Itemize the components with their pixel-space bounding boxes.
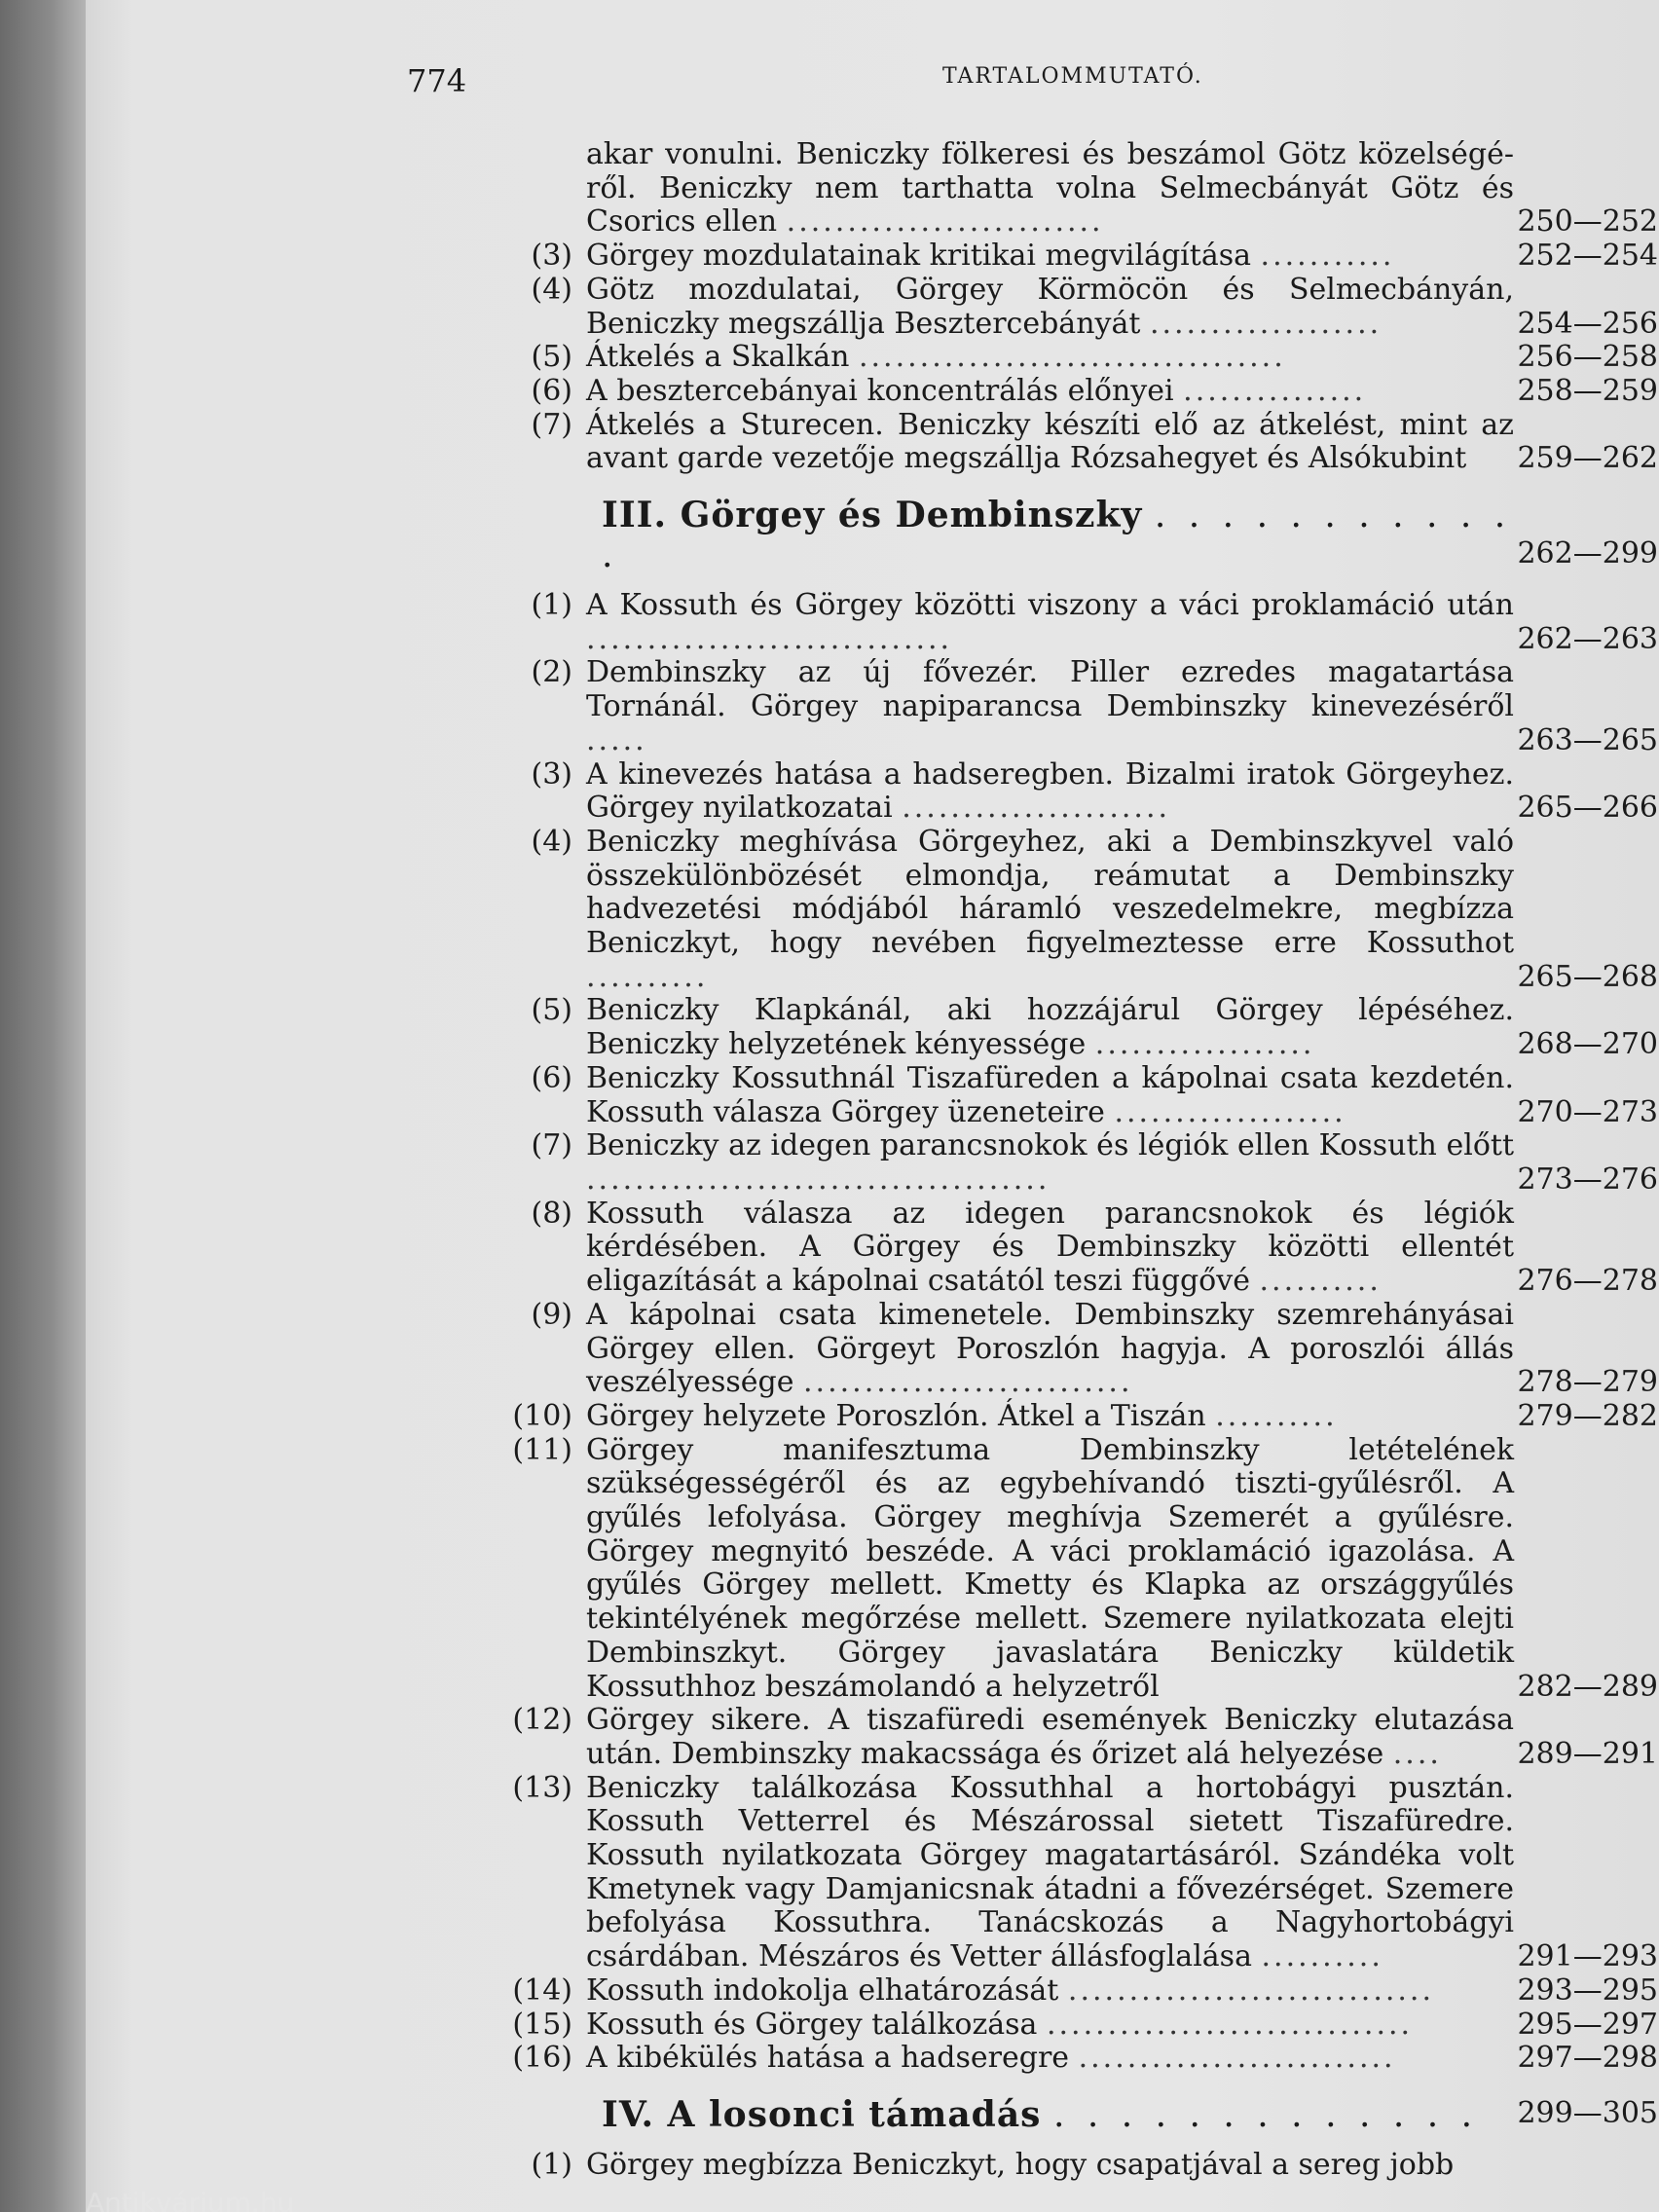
toc-entry-text: A besztercebányai koncentrálás előnyei ............... — [586, 373, 1367, 408]
toc-entry-pages: 258—259 — [1517, 373, 1658, 408]
toc-entry — [495, 994, 1658, 1061]
toc-entry-number: (3) — [531, 756, 572, 792]
toc-entry-pages: 295—297 — [1517, 2007, 1658, 2042]
toc-entry — [495, 2149, 1658, 2183]
toc-entry-number: (1) — [531, 588, 572, 623]
toc-entry-number: (6) — [531, 1060, 572, 1095]
toc-entry-number: (7) — [531, 407, 572, 442]
toc-entry-number: (11) — [512, 1432, 572, 1467]
toc-entry-pages: 278—279 — [1517, 1365, 1658, 1400]
toc-entry — [495, 826, 1658, 995]
toc-entry-number: (14) — [512, 1972, 572, 2008]
section-pages: 299—305 — [1517, 2095, 1658, 2130]
toc-entry-pages: 289—291 — [1517, 1736, 1658, 1771]
toc-entry-pages: 270—273 — [1517, 1094, 1658, 1129]
toc-entry-number: (3) — [531, 239, 572, 274]
toc-entry-pages: 254—256 — [1517, 306, 1658, 341]
toc-entry — [495, 1974, 1658, 2009]
toc-entry-number: (9) — [531, 1297, 572, 1332]
toc-entry — [495, 375, 1658, 409]
section-heading-iii: III. Görgey és Dembinszky . . . . . . . . . . . . 262—299 — [602, 495, 1658, 576]
toc-entry-number: (1) — [531, 2147, 572, 2182]
book-spine-shadow — [0, 0, 86, 2212]
section-title: III. Görgey és Dembinszky — [602, 495, 1143, 536]
toc-entry-number: (5) — [531, 993, 572, 1028]
toc-entry — [495, 1434, 1658, 1705]
toc-entry-text: Kossuth és Görgey találkozása .............................. — [586, 2007, 1414, 2042]
toc-entry — [495, 409, 1658, 476]
table-of-contents — [495, 138, 1658, 2183]
toc-entry-number: (5) — [531, 340, 572, 375]
book-page — [86, 0, 1659, 2212]
toc-entry-number: (15) — [512, 2007, 572, 2042]
watermark: Antikvárium.hu — [86, 2187, 295, 2212]
toc-entry-text: Görgey helyzete Poroszlón. Átkel a Tiszán .......... — [586, 1398, 1338, 1433]
toc-entry-text: Beniczky Kossuthnál Tiszafüreden a kápolnai csata kezdetén. Kossuth válasza Görgey üzeneteire ................... — [586, 1060, 1514, 1129]
toc-entry-number: (4) — [531, 272, 572, 307]
toc-entry-number: (7) — [531, 1128, 572, 1163]
toc-entry — [495, 240, 1658, 274]
running-title: TARTALOMMUTATÓ. — [942, 64, 1203, 89]
toc-entry — [495, 589, 1658, 656]
toc-entry-text: Görgey sikere. A tiszafüredi események Beniczky elutazása után. Dembinszky makacssága és őrizet alá helyezése .... — [586, 1703, 1514, 1771]
section-title: IV. A losonci támadás — [602, 2093, 1042, 2135]
toc-entry-text: Átkelés a Skalkán ................................... — [586, 340, 1286, 375]
toc-entry-pages: 297—298 — [1517, 2041, 1658, 2076]
toc-entry-text: Kossuth válasza az idegen parancsnokok és légiók kérdésében. A Görgey és Dembinszky közötti ellentét eligazítását a kápolnai csatától teszi függővé .......... — [586, 1196, 1514, 1299]
toc-entry-number: (4) — [531, 824, 572, 859]
toc-entry — [495, 1772, 1658, 1974]
toc-entry-pages: 252—254 — [1517, 239, 1658, 274]
page-header — [407, 58, 1659, 97]
toc-entry-number: (13) — [512, 1770, 572, 1805]
toc-entry-pages: 262—263 — [1517, 621, 1658, 656]
page-number: 774 — [407, 62, 467, 99]
toc-entry-pages: 279—282 — [1517, 1398, 1658, 1433]
toc-entry — [495, 1299, 1658, 1400]
toc-entry-pages: 276—278 — [1517, 1264, 1658, 1299]
toc-entry-number: (10) — [512, 1398, 572, 1433]
toc-entry-pages: 250—252 — [1517, 204, 1658, 240]
toc-entry-number: (16) — [512, 2041, 572, 2076]
toc-entry-pages: 265—268 — [1517, 959, 1658, 994]
toc-entry-text: A Kossuth és Görgey közötti viszony a váci proklamáció után .............................. — [586, 588, 1514, 656]
toc-entry — [495, 274, 1658, 341]
toc-entry — [495, 1400, 1658, 1434]
toc-entry — [495, 2009, 1658, 2043]
toc-entry-text: A kibékülés hatása a hadseregre .......................... — [586, 2041, 1396, 2076]
toc-entry-text: Götz mozdulatai, Görgey Körmöcön és Selmecbányán, Beniczky megszállja Besztercebányát ................... — [586, 272, 1514, 341]
section-heading-iv: IV. A losonci támadás . . . . . . . . . . . . . 299—305 — [602, 2093, 1658, 2135]
toc-entry — [495, 1062, 1658, 1129]
toc-entry — [495, 341, 1658, 375]
toc-entry-pages: 268—270 — [1517, 1027, 1658, 1062]
toc-entry-number: (2) — [531, 655, 572, 690]
toc-entry-text: Beniczky találkozása Kossuthhal a hortobágyi pusztán. Kossuth Vetterrel és Mészárossal sietett Tiszafüredre. Kossuth nyilatkozata Görgey magatartásáról. Szándéka volt Kmetynek vagy Damjanicsnak átadni a fővezérséget. Szemere befolyása Kossuthra. Tanácskozás a Nagyhortobágyi csárdában. Mészáros és Vetter állásfoglalása .......... — [586, 1770, 1514, 1974]
toc-entry-text: Görgey mozdulatainak kritikai megvilágítása ........... — [586, 239, 1395, 274]
toc-entry-text: Dembinszky az új fővezér. Piller ezredes magatartása Tornánál. Görgey napiparancsa Dembinszky kinevezéséről ..... — [586, 655, 1514, 757]
toc-entry-text: Beniczky az idegen parancsnokok és légiók ellen Kossuth előtt ...................................... — [586, 1128, 1514, 1197]
toc-entry-pages: 256—258 — [1517, 340, 1658, 375]
toc-entry-number: (8) — [531, 1196, 572, 1231]
toc-entry-pages: 265—266 — [1517, 791, 1658, 826]
toc-entry — [495, 2042, 1658, 2076]
toc-entry — [495, 1704, 1658, 1771]
toc-entry — [495, 656, 1658, 757]
toc-entry-text: Görgey manifesztuma Dembinszky letételének szükségességéről és az egybehívandó tiszti-gyűlésről. A gyűlés lefolyása. Görgey meghívja Szemerét a gyűlésre. Görgey megnyitó beszéde. A váci proklamáció igazolása. A gyűlés Görgey mellett. Kmetty és Klapka az országgyűlés tekintélyének megőrzése mellett. Szemere nyilatkozata elejti Dembinszkyt. Görgey javaslatára Beniczky küldetik Kossuthhoz beszámolandó a helyzetről — [586, 1432, 1514, 1704]
toc-entry-pages: 259—262 — [1517, 441, 1658, 476]
toc-entry — [495, 1198, 1658, 1299]
toc-entry-pages: 273—276 — [1517, 1161, 1658, 1197]
toc-entry-text: Átkelés a Sturecen. Beniczky készíti elő az átkelést, mint az avant garde vezetője megszállja Rózsahegyet és Alsókubint — [586, 407, 1514, 476]
toc-entry-text: Beniczky Klapkánál, aki hozzájárul Görgey lépéséhez. Beniczky helyzetének kényessége .................. — [586, 993, 1514, 1062]
toc-entry-pages: 291—293 — [1517, 1939, 1658, 1974]
toc-entry-pages: 282—289 — [1517, 1669, 1658, 1704]
toc-entry-text: Kossuth indokolja elhatározását .............................. — [586, 1972, 1435, 2008]
toc-entry — [495, 1129, 1658, 1197]
toc-entry-pages: 293—295 — [1517, 1972, 1658, 2008]
toc-entry — [495, 758, 1658, 826]
section-pages: 262—299 — [1517, 536, 1658, 571]
toc-entry-text: A kápolnai csata kimenetele. Dembinszky szemrehányásai Görgey ellen. Görgeyt Poroszlón hagyja. A poroszlói állás veszélyessége ........................... — [586, 1297, 1514, 1400]
toc-entry-continuation — [495, 138, 1658, 240]
toc-entry-number: (6) — [531, 373, 572, 408]
toc-entry-text: Beniczky meghívása Görgeyhez, aki a Dembinszkyvel való összekülönbözését elmondja, reámutat a Dembinszky hadvezetési módjából háramló veszedelmekre, megbízza Beniczkyt, hogy nevében figyelmeztesse erre Kossuthot .......... — [586, 824, 1514, 994]
toc-entry-text: Görgey megbízza Beniczkyt, hogy csapatjával a sereg jobb — [586, 2147, 1455, 2182]
toc-entry-text: akar vonulni. Beniczky fölkeresi és beszámol Götz közelségé-ről. Beniczky nem tarthatta volna Selmecbányát Götz és Csorics ellen .......................... — [586, 137, 1514, 240]
toc-entry-pages: 263—265 — [1517, 722, 1658, 757]
toc-entry-text: A kinevezés hatása a hadseregben. Bizalmi iratok Görgeyhez. Görgey nyilatkozatai ...................... — [586, 756, 1514, 826]
toc-entry-number: (12) — [512, 1703, 572, 1738]
